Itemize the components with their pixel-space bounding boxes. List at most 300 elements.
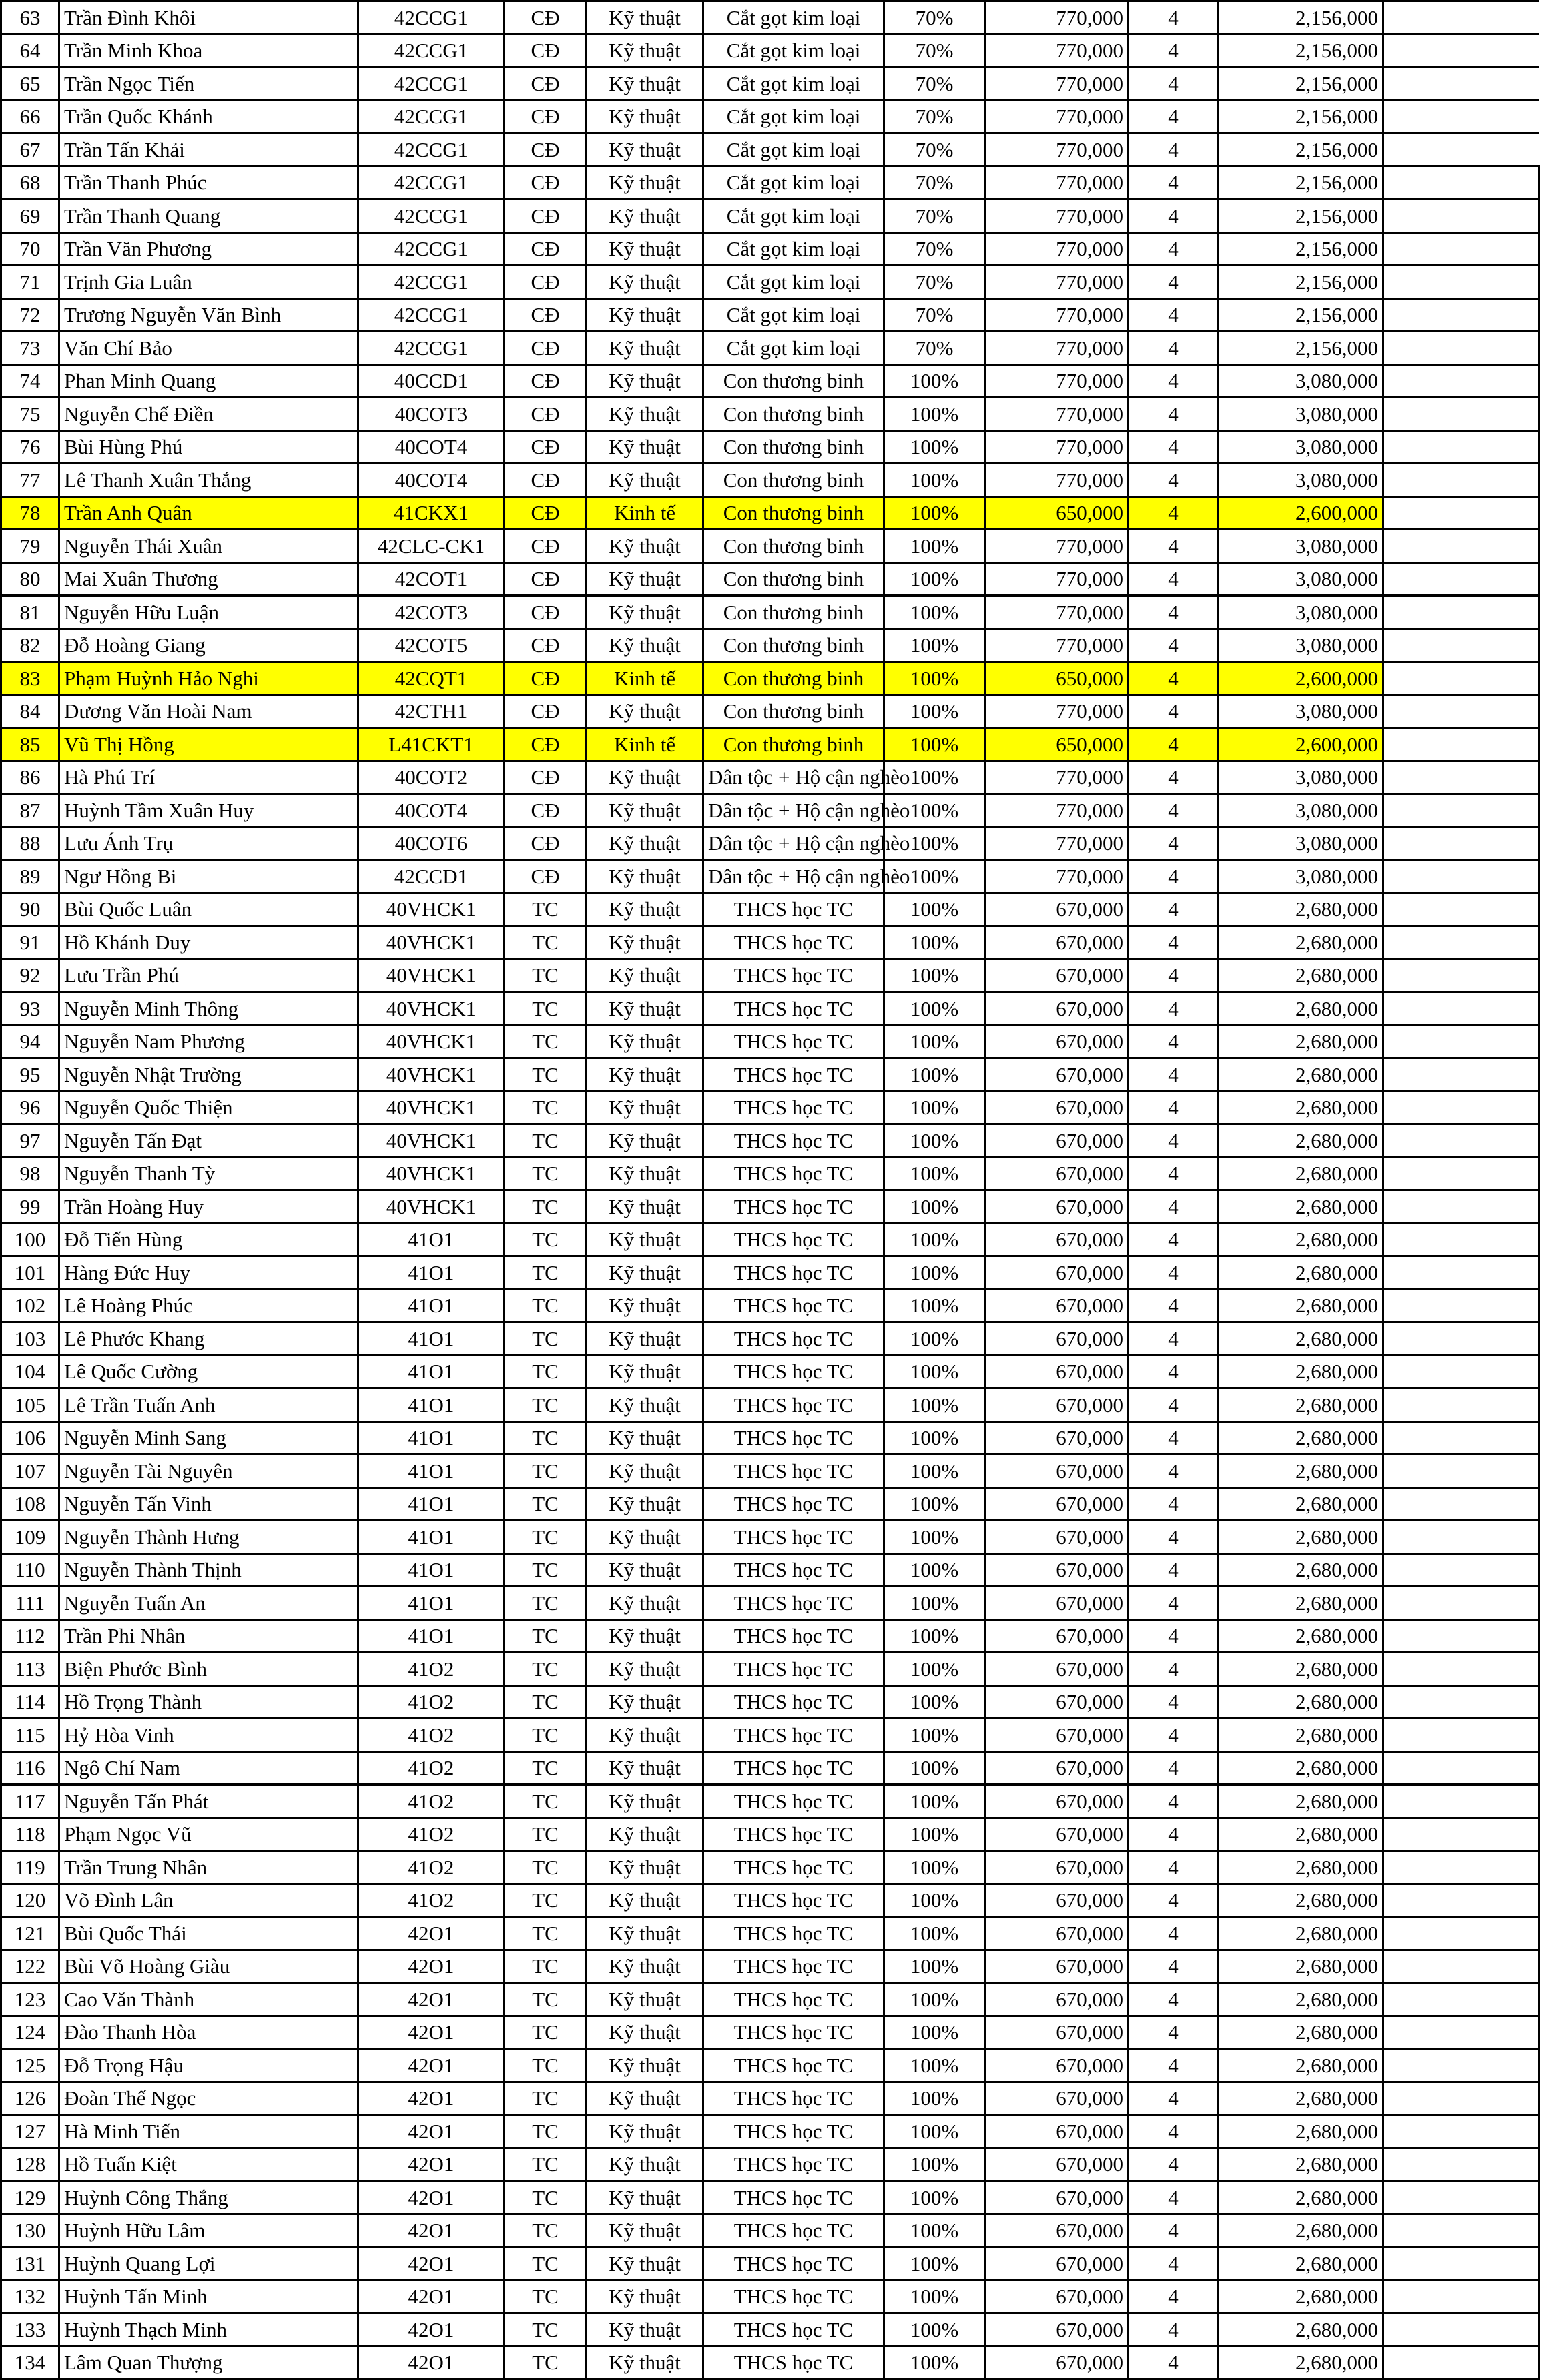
student-name: Trần Thanh Quang <box>59 200 358 233</box>
month-count: 4 <box>1129 1685 1219 1719</box>
row-number: 101 <box>1 1256 59 1290</box>
monthly-amount: 770,000 <box>985 232 1129 266</box>
beneficiary-category: THCS học TC <box>703 1751 884 1785</box>
monthly-amount: 670,000 <box>985 1917 1129 1950</box>
row-number: 86 <box>1 761 59 794</box>
empty-note-cell <box>1383 1355 1539 1389</box>
class-code: 41O1 <box>358 1455 505 1488</box>
class-code: 42CCD1 <box>358 860 505 893</box>
month-count: 4 <box>1129 1553 1219 1587</box>
support-percent: 100% <box>884 562 985 596</box>
training-level: TC <box>505 2247 587 2281</box>
student-name: Huỳnh Quang Lợi <box>59 2247 358 2281</box>
class-code: 42O1 <box>358 2313 505 2347</box>
beneficiary-category: THCS học TC <box>703 1719 884 1752</box>
class-code: 41O1 <box>358 1421 505 1455</box>
training-level: TC <box>505 1091 587 1124</box>
field-of-study: Kinh tế <box>587 496 703 530</box>
class-code: 40COT4 <box>358 464 505 497</box>
support-percent: 100% <box>884 695 985 728</box>
field-of-study: Kỹ thuật <box>587 464 703 497</box>
training-level: CĐ <box>505 1 587 35</box>
table-row <box>1 2115 1539 2148</box>
beneficiary-category: THCS học TC <box>703 1223 884 1256</box>
empty-note-cell <box>1383 1553 1539 1587</box>
monthly-amount: 670,000 <box>985 1587 1129 1620</box>
table-row <box>1 1322 1539 1356</box>
monthly-amount: 670,000 <box>985 1322 1129 1356</box>
field-of-study: Kỹ thuật <box>587 860 703 893</box>
empty-note-cell <box>1383 100 1539 133</box>
student-name: Hồ Khánh Duy <box>59 926 358 959</box>
monthly-amount: 670,000 <box>985 2082 1129 2115</box>
month-count: 4 <box>1129 464 1219 497</box>
training-level: TC <box>505 1025 587 1058</box>
support-percent: 70% <box>884 133 985 167</box>
support-percent: 100% <box>884 464 985 497</box>
support-percent: 100% <box>884 496 985 530</box>
field-of-study: Kỹ thuật <box>587 2346 703 2379</box>
total-amount: 2,680,000 <box>1219 893 1383 926</box>
table-row <box>1 1124 1539 1158</box>
training-level: TC <box>505 1653 587 1686</box>
row-number: 78 <box>1 496 59 530</box>
monthly-amount: 670,000 <box>985 1389 1129 1422</box>
support-percent: 70% <box>884 67 985 101</box>
training-level: CĐ <box>505 298 587 332</box>
student-name: Lâm Quan Thượng <box>59 2346 358 2379</box>
row-number: 131 <box>1 2247 59 2281</box>
row-number: 129 <box>1 2181 59 2215</box>
class-code: 42O1 <box>358 2115 505 2148</box>
table-row <box>1 67 1539 101</box>
total-amount: 2,680,000 <box>1219 1487 1383 1521</box>
field-of-study: Kỹ thuật <box>587 133 703 167</box>
field-of-study: Kỹ thuật <box>587 1355 703 1389</box>
field-of-study: Kỹ thuật <box>587 1587 703 1620</box>
training-level: TC <box>505 1421 587 1455</box>
student-name: Nguyễn Thành Thịnh <box>59 1553 358 1587</box>
student-name: Mai Xuân Thương <box>59 562 358 596</box>
support-percent: 100% <box>884 1785 985 1818</box>
support-percent: 100% <box>884 1587 985 1620</box>
row-number: 108 <box>1 1487 59 1521</box>
row-number: 119 <box>1 1851 59 1884</box>
monthly-amount: 670,000 <box>985 2247 1129 2281</box>
class-code: 42COT3 <box>358 596 505 629</box>
monthly-amount: 670,000 <box>985 1157 1129 1190</box>
beneficiary-category: THCS học TC <box>703 2247 884 2281</box>
table-row <box>1 1421 1539 1455</box>
class-code: 40CCD1 <box>358 364 505 398</box>
monthly-amount: 770,000 <box>985 100 1129 133</box>
beneficiary-category: THCS học TC <box>703 1025 884 1058</box>
beneficiary-category: THCS học TC <box>703 959 884 992</box>
beneficiary-category: THCS học TC <box>703 1455 884 1488</box>
beneficiary-category: Cắt gọt kim loại <box>703 332 884 365</box>
empty-note-cell <box>1383 1421 1539 1455</box>
table-row <box>1 364 1539 398</box>
support-percent: 100% <box>884 860 985 893</box>
beneficiary-category: Con thương binh <box>703 364 884 398</box>
class-code: 42COT1 <box>358 562 505 596</box>
student-name: Hồ Trọng Thành <box>59 1685 358 1719</box>
row-number: 103 <box>1 1322 59 1356</box>
table-row <box>1 794 1539 827</box>
empty-note-cell <box>1383 1619 1539 1653</box>
empty-note-cell <box>1383 695 1539 728</box>
month-count: 4 <box>1129 1521 1219 1554</box>
empty-note-cell <box>1383 1653 1539 1686</box>
field-of-study: Kỹ thuật <box>587 430 703 464</box>
total-amount: 2,680,000 <box>1219 2181 1383 2215</box>
monthly-amount: 670,000 <box>985 1521 1129 1554</box>
beneficiary-category: THCS học TC <box>703 2049 884 2082</box>
support-percent: 100% <box>884 2280 985 2313</box>
empty-note-cell <box>1383 1983 1539 2016</box>
student-name: Lưu Trần Phú <box>59 959 358 992</box>
training-level: TC <box>505 1983 587 2016</box>
row-number: 95 <box>1 1058 59 1092</box>
field-of-study: Kỹ thuật <box>587 1884 703 1917</box>
training-level: TC <box>505 1223 587 1256</box>
empty-note-cell <box>1383 562 1539 596</box>
month-count: 4 <box>1129 959 1219 992</box>
table-row <box>1 1950 1539 1983</box>
empty-note-cell <box>1383 266 1539 299</box>
row-number: 96 <box>1 1091 59 1124</box>
student-name: Trần Văn Phương <box>59 232 358 266</box>
monthly-amount: 670,000 <box>985 1653 1129 1686</box>
table-row <box>1 1685 1539 1719</box>
row-number: 116 <box>1 1751 59 1785</box>
training-level: TC <box>505 2049 587 2082</box>
class-code: 40VHCK1 <box>358 959 505 992</box>
table-row <box>1 2082 1539 2115</box>
total-amount: 2,680,000 <box>1219 1322 1383 1356</box>
training-level: TC <box>505 2115 587 2148</box>
support-percent: 100% <box>884 2346 985 2379</box>
table-row <box>1 1256 1539 1290</box>
empty-note-cell <box>1383 1322 1539 1356</box>
total-amount: 2,156,000 <box>1219 266 1383 299</box>
support-percent: 100% <box>884 926 985 959</box>
monthly-amount: 670,000 <box>985 2115 1129 2148</box>
table-row <box>1 2313 1539 2347</box>
month-count: 4 <box>1129 2016 1219 2049</box>
training-level: TC <box>505 1587 587 1620</box>
table-row <box>1 562 1539 596</box>
field-of-study: Kỹ thuật <box>587 893 703 926</box>
total-amount: 2,680,000 <box>1219 959 1383 992</box>
row-number: 76 <box>1 430 59 464</box>
training-level: TC <box>505 1322 587 1356</box>
class-code: 42O1 <box>358 1950 505 1983</box>
support-percent: 100% <box>884 1025 985 1058</box>
empty-note-cell <box>1383 662 1539 695</box>
class-code: 41O1 <box>358 1322 505 1356</box>
student-name: Phạm Ngọc Vũ <box>59 1818 358 1851</box>
student-name: Huỳnh Tấn Minh <box>59 2280 358 2313</box>
student-name: Lê Quốc Cường <box>59 1355 358 1389</box>
total-amount: 2,680,000 <box>1219 1058 1383 1092</box>
field-of-study: Kỹ thuật <box>587 2280 703 2313</box>
month-count: 4 <box>1129 1 1219 35</box>
beneficiary-category: THCS học TC <box>703 1884 884 1917</box>
monthly-amount: 670,000 <box>985 1455 1129 1488</box>
month-count: 4 <box>1129 200 1219 233</box>
support-percent: 70% <box>884 298 985 332</box>
beneficiary-category: Cắt gọt kim loại <box>703 100 884 133</box>
training-level: TC <box>505 2280 587 2313</box>
empty-note-cell <box>1383 1 1539 35</box>
table-row <box>1 860 1539 893</box>
monthly-amount: 650,000 <box>985 662 1129 695</box>
month-count: 4 <box>1129 1091 1219 1124</box>
empty-note-cell <box>1383 893 1539 926</box>
month-count: 4 <box>1129 1256 1219 1290</box>
class-code: 41O1 <box>358 1289 505 1322</box>
month-count: 4 <box>1129 2247 1219 2281</box>
monthly-amount: 770,000 <box>985 530 1129 563</box>
beneficiary-category: THCS học TC <box>703 2082 884 2115</box>
student-name: Biện Phước Bình <box>59 1653 358 1686</box>
empty-note-cell <box>1383 1025 1539 1058</box>
total-amount: 2,680,000 <box>1219 1950 1383 1983</box>
empty-note-cell <box>1383 2115 1539 2148</box>
monthly-amount: 770,000 <box>985 596 1129 629</box>
total-amount: 2,680,000 <box>1219 2280 1383 2313</box>
beneficiary-category: THCS học TC <box>703 1950 884 1983</box>
table-row <box>1 1719 1539 1752</box>
support-percent: 70% <box>884 166 985 200</box>
table-row <box>1 1223 1539 1256</box>
row-number: 133 <box>1 2313 59 2347</box>
class-code: 42O1 <box>358 2148 505 2181</box>
table-row <box>1 1455 1539 1488</box>
empty-note-cell <box>1383 2346 1539 2379</box>
training-level: TC <box>505 1289 587 1322</box>
row-number: 77 <box>1 464 59 497</box>
field-of-study: Kỹ thuật <box>587 1785 703 1818</box>
beneficiary-category: THCS học TC <box>703 1157 884 1190</box>
empty-note-cell <box>1383 332 1539 365</box>
table-row <box>1 893 1539 926</box>
support-percent: 100% <box>884 1521 985 1554</box>
class-code: 41O2 <box>358 1685 505 1719</box>
empty-note-cell <box>1383 1190 1539 1224</box>
beneficiary-category: THCS học TC <box>703 2016 884 2049</box>
month-count: 4 <box>1129 2115 1219 2148</box>
table-row <box>1 464 1539 497</box>
month-count: 4 <box>1129 1785 1219 1818</box>
student-name: Nguyễn Nhật Trường <box>59 1058 358 1092</box>
total-amount: 2,680,000 <box>1219 1355 1383 1389</box>
monthly-amount: 770,000 <box>985 364 1129 398</box>
row-number: 114 <box>1 1685 59 1719</box>
support-percent: 70% <box>884 266 985 299</box>
student-name: Bùi Hùng Phú <box>59 430 358 464</box>
support-percent: 100% <box>884 1289 985 1322</box>
field-of-study: Kỹ thuật <box>587 1025 703 1058</box>
table-row <box>1 1521 1539 1554</box>
month-count: 4 <box>1129 133 1219 167</box>
beneficiary-category: THCS học TC <box>703 992 884 1026</box>
empty-note-cell <box>1383 1751 1539 1785</box>
support-percent: 100% <box>884 1818 985 1851</box>
student-name: Hỷ Hòa Vinh <box>59 1719 358 1752</box>
field-of-study: Kỹ thuật <box>587 1058 703 1092</box>
row-number: 73 <box>1 332 59 365</box>
student-name: Lưu Ánh Trụ <box>59 827 358 860</box>
monthly-amount: 670,000 <box>985 2214 1129 2247</box>
beneficiary-category: THCS học TC <box>703 1091 884 1124</box>
month-count: 4 <box>1129 398 1219 431</box>
beneficiary-category: Con thương binh <box>703 430 884 464</box>
student-name: Trần Anh Quân <box>59 496 358 530</box>
beneficiary-category: Cắt gọt kim loại <box>703 1 884 35</box>
support-percent: 100% <box>884 2181 985 2215</box>
month-count: 4 <box>1129 1025 1219 1058</box>
total-amount: 2,680,000 <box>1219 1619 1383 1653</box>
training-level: CĐ <box>505 794 587 827</box>
beneficiary-category: THCS học TC <box>703 1256 884 1290</box>
total-amount: 2,680,000 <box>1219 1851 1383 1884</box>
row-number: 71 <box>1 266 59 299</box>
empty-note-cell <box>1383 1521 1539 1554</box>
support-percent: 100% <box>884 430 985 464</box>
table-row <box>1 761 1539 794</box>
month-count: 4 <box>1129 34 1219 67</box>
total-amount: 2,680,000 <box>1219 1289 1383 1322</box>
training-level: CĐ <box>505 200 587 233</box>
support-percent: 100% <box>884 2082 985 2115</box>
row-number: 99 <box>1 1190 59 1224</box>
student-name: Đỗ Hoàng Giang <box>59 629 358 662</box>
total-amount: 2,680,000 <box>1219 1389 1383 1422</box>
field-of-study: Kỹ thuật <box>587 1455 703 1488</box>
student-name: Nguyễn Chế Điền <box>59 398 358 431</box>
monthly-amount: 770,000 <box>985 860 1129 893</box>
monthly-amount: 770,000 <box>985 1 1129 35</box>
total-amount: 2,680,000 <box>1219 1785 1383 1818</box>
monthly-amount: 670,000 <box>985 959 1129 992</box>
total-amount: 2,680,000 <box>1219 1455 1383 1488</box>
monthly-amount: 670,000 <box>985 2049 1129 2082</box>
total-amount: 2,680,000 <box>1219 2016 1383 2049</box>
student-name: Trần Hoàng Huy <box>59 1190 358 1224</box>
empty-note-cell <box>1383 1917 1539 1950</box>
field-of-study: Kỹ thuật <box>587 1289 703 1322</box>
month-count: 4 <box>1129 2280 1219 2313</box>
class-code: 41O1 <box>358 1223 505 1256</box>
empty-note-cell <box>1383 2313 1539 2347</box>
month-count: 4 <box>1129 1851 1219 1884</box>
table-row <box>1 992 1539 1026</box>
empty-note-cell <box>1383 67 1539 101</box>
beneficiary-category: THCS học TC <box>703 1983 884 2016</box>
empty-note-cell <box>1383 1091 1539 1124</box>
class-code: 41O1 <box>358 1389 505 1422</box>
total-amount: 2,600,000 <box>1219 662 1383 695</box>
row-number: 130 <box>1 2214 59 2247</box>
class-code: 42CLC-CK1 <box>358 530 505 563</box>
empty-note-cell <box>1383 2082 1539 2115</box>
class-code: 40VHCK1 <box>358 1091 505 1124</box>
row-number: 85 <box>1 728 59 761</box>
student-name: Nguyễn Tuấn An <box>59 1587 358 1620</box>
table-row <box>1 1785 1539 1818</box>
beneficiary-category: THCS học TC <box>703 1653 884 1686</box>
class-code: 42O1 <box>358 2181 505 2215</box>
training-level: TC <box>505 1917 587 1950</box>
class-code: 41O1 <box>358 1256 505 1290</box>
empty-note-cell <box>1383 1223 1539 1256</box>
empty-note-cell <box>1383 1950 1539 1983</box>
support-percent: 100% <box>884 1256 985 1290</box>
support-percent: 100% <box>884 1851 985 1884</box>
row-number: 81 <box>1 596 59 629</box>
row-number: 120 <box>1 1884 59 1917</box>
training-level: CĐ <box>505 133 587 167</box>
beneficiary-category: THCS học TC <box>703 1785 884 1818</box>
class-code: 42CCG1 <box>358 298 505 332</box>
training-level: TC <box>505 2313 587 2347</box>
training-level: TC <box>505 1719 587 1752</box>
class-code: 41O2 <box>358 1785 505 1818</box>
beneficiary-category: Cắt gọt kim loại <box>703 166 884 200</box>
row-number: 90 <box>1 893 59 926</box>
row-number: 74 <box>1 364 59 398</box>
total-amount: 2,156,000 <box>1219 232 1383 266</box>
beneficiary-category: Con thương binh <box>703 728 884 761</box>
support-percent: 70% <box>884 1 985 35</box>
total-amount: 2,680,000 <box>1219 1421 1383 1455</box>
table-row <box>1 2280 1539 2313</box>
row-number: 118 <box>1 1818 59 1851</box>
table-row <box>1 1553 1539 1587</box>
monthly-amount: 670,000 <box>985 2346 1129 2379</box>
empty-note-cell <box>1383 1785 1539 1818</box>
field-of-study: Kỹ thuật <box>587 761 703 794</box>
training-level: CĐ <box>505 728 587 761</box>
row-number: 79 <box>1 530 59 563</box>
table-row <box>1 232 1539 266</box>
beneficiary-category: Dân tộc + Hộ cận nghèo <box>703 761 884 794</box>
monthly-amount: 670,000 <box>985 1884 1129 1917</box>
table-row <box>1 695 1539 728</box>
class-code: 40COT6 <box>358 827 505 860</box>
month-count: 4 <box>1129 496 1219 530</box>
field-of-study: Kỹ thuật <box>587 1389 703 1422</box>
month-count: 4 <box>1129 1058 1219 1092</box>
total-amount: 2,680,000 <box>1219 2148 1383 2181</box>
class-code: 42O1 <box>358 2082 505 2115</box>
class-code: 40VHCK1 <box>358 992 505 1026</box>
empty-note-cell <box>1383 34 1539 67</box>
row-number: 105 <box>1 1389 59 1422</box>
support-percent: 100% <box>884 2016 985 2049</box>
support-percent: 100% <box>884 1124 985 1158</box>
student-name: Lê Hoàng Phúc <box>59 1289 358 1322</box>
class-code: 42O1 <box>358 2049 505 2082</box>
student-name: Huỳnh Công Thắng <box>59 2181 358 2215</box>
month-count: 4 <box>1129 2082 1219 2115</box>
empty-note-cell <box>1383 530 1539 563</box>
support-percent: 100% <box>884 629 985 662</box>
month-count: 4 <box>1129 1751 1219 1785</box>
student-name: Lê Phước Khang <box>59 1322 358 1356</box>
